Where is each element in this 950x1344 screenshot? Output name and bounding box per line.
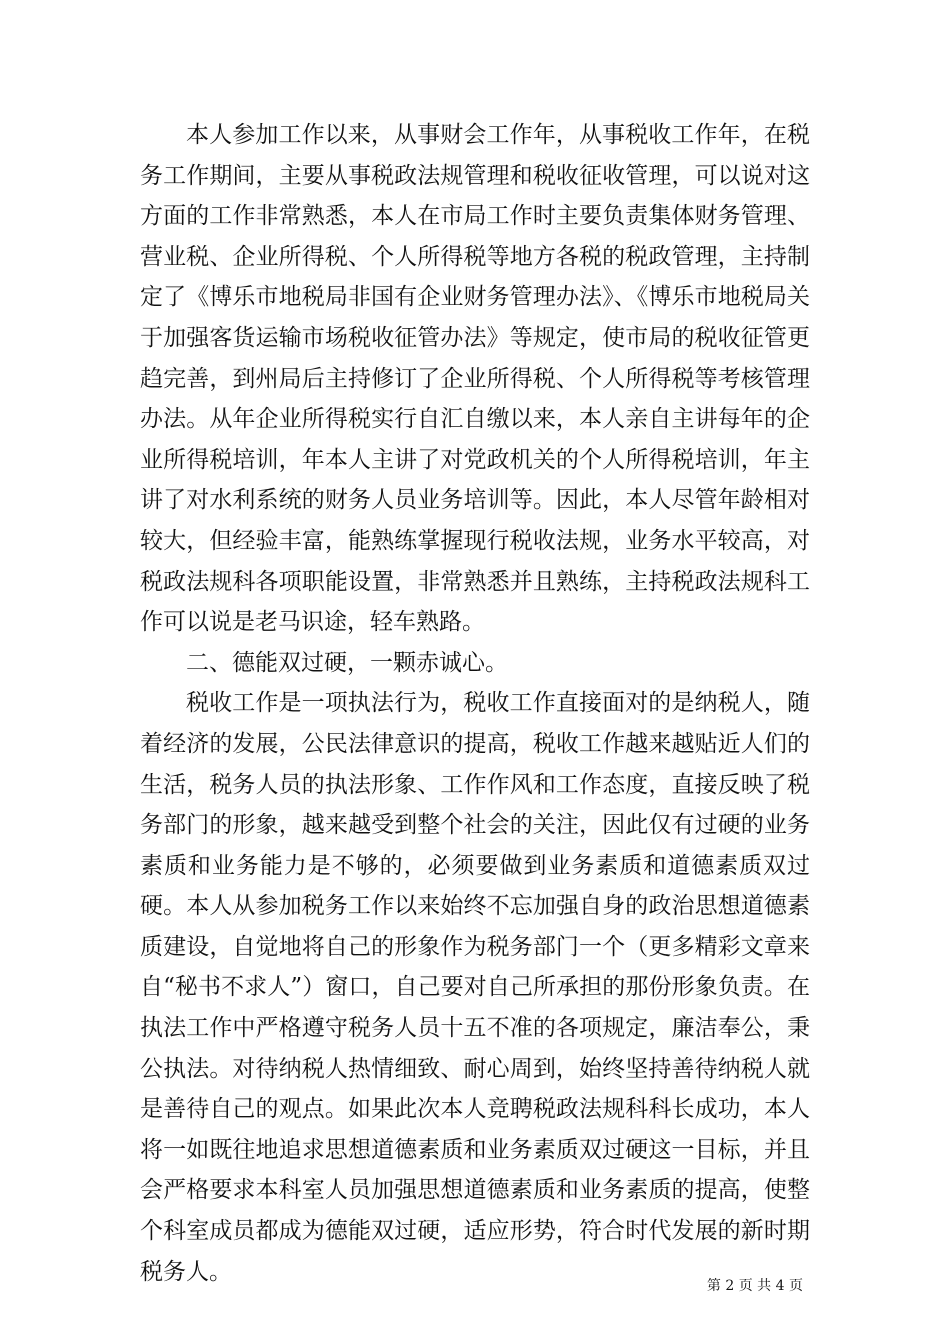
page-number: 第 2 页 共 4 页	[706, 1278, 803, 1294]
section-heading: 二、德能双过硬，一颗赤诚心。	[186, 649, 508, 676]
document-body	[140, 115, 810, 1292]
paragraph-ethics: 税收工作是一项执法行为，税收工作直接面对的是纳税人，随着经济的发展，公民法律意识的提高，税收工作越来越贴近人们的生活，税务人员的执法形象、工作作风和工作态度，直接反映了税务部门的形象，越来越受到整个社会的关注，因此仅有过硬的业务素质和业务能力是不够的，必须要做到业务素质和道德素质双过硬。本人从参加税务工作以来始终不忘加强自身的政治思想道德素质建设，自觉地将自己的形象作为税务部门一个（更多精彩文章来自“秘书不求人”）窗口，自己要对自己所承担的那份形象负责。在执法工作中严格遵守税务人员十五不准的各项规定，廉洁奉公，秉公执法。对待纳税人热情细致、耐心周到，始终坚持善待纳税人就是善待自己的观点。如果此次本人竞聘税政法规科科长成功，本人将一如既往地追求思想道德素质和业务素质双过硬这一目标，并且会严格要求本科室人员加强思想道德素质和业务素质的提高，使整个科室成员都成为德能双过硬，适应形势，符合时代发展的新时期税务人。	[140, 690, 810, 1285]
paragraph-experience: 本人参加工作以来，从事财会工作年，从事税收工作年，在税务工作期间，主要从事税政法规管理和税收征收管理，可以说对这方面的工作非常熟悉，本人在市局工作时主要负责集体财务管理、营业税、企业所得税、个人所得税等地方各税的税政管理，主持制定了《博乐市地税局非国有企业财务管理办法》、《博乐市地税局关于加强客货运输市场税收征管办法》等规定，使市局的税收征管更趋完善，到州局后主持修订了企业所得税、个人所得税等考核管理办法。从年企业所得税实行自汇自缴以来，本人亲自主讲每年的企业所得税培训，年本人主讲了对党政机关的个人所得税培训，年主讲了对水利系统的财务人员业务培训等。因此，本人尽管年龄相对较大，但经验丰富，能熟练掌握现行税收法规，业务水平较高，对税政法规科各项职能设置，非常熟悉并且熟练，主持税政法规科工作可以说是老马识途，轻车熟路。	[140, 122, 810, 636]
